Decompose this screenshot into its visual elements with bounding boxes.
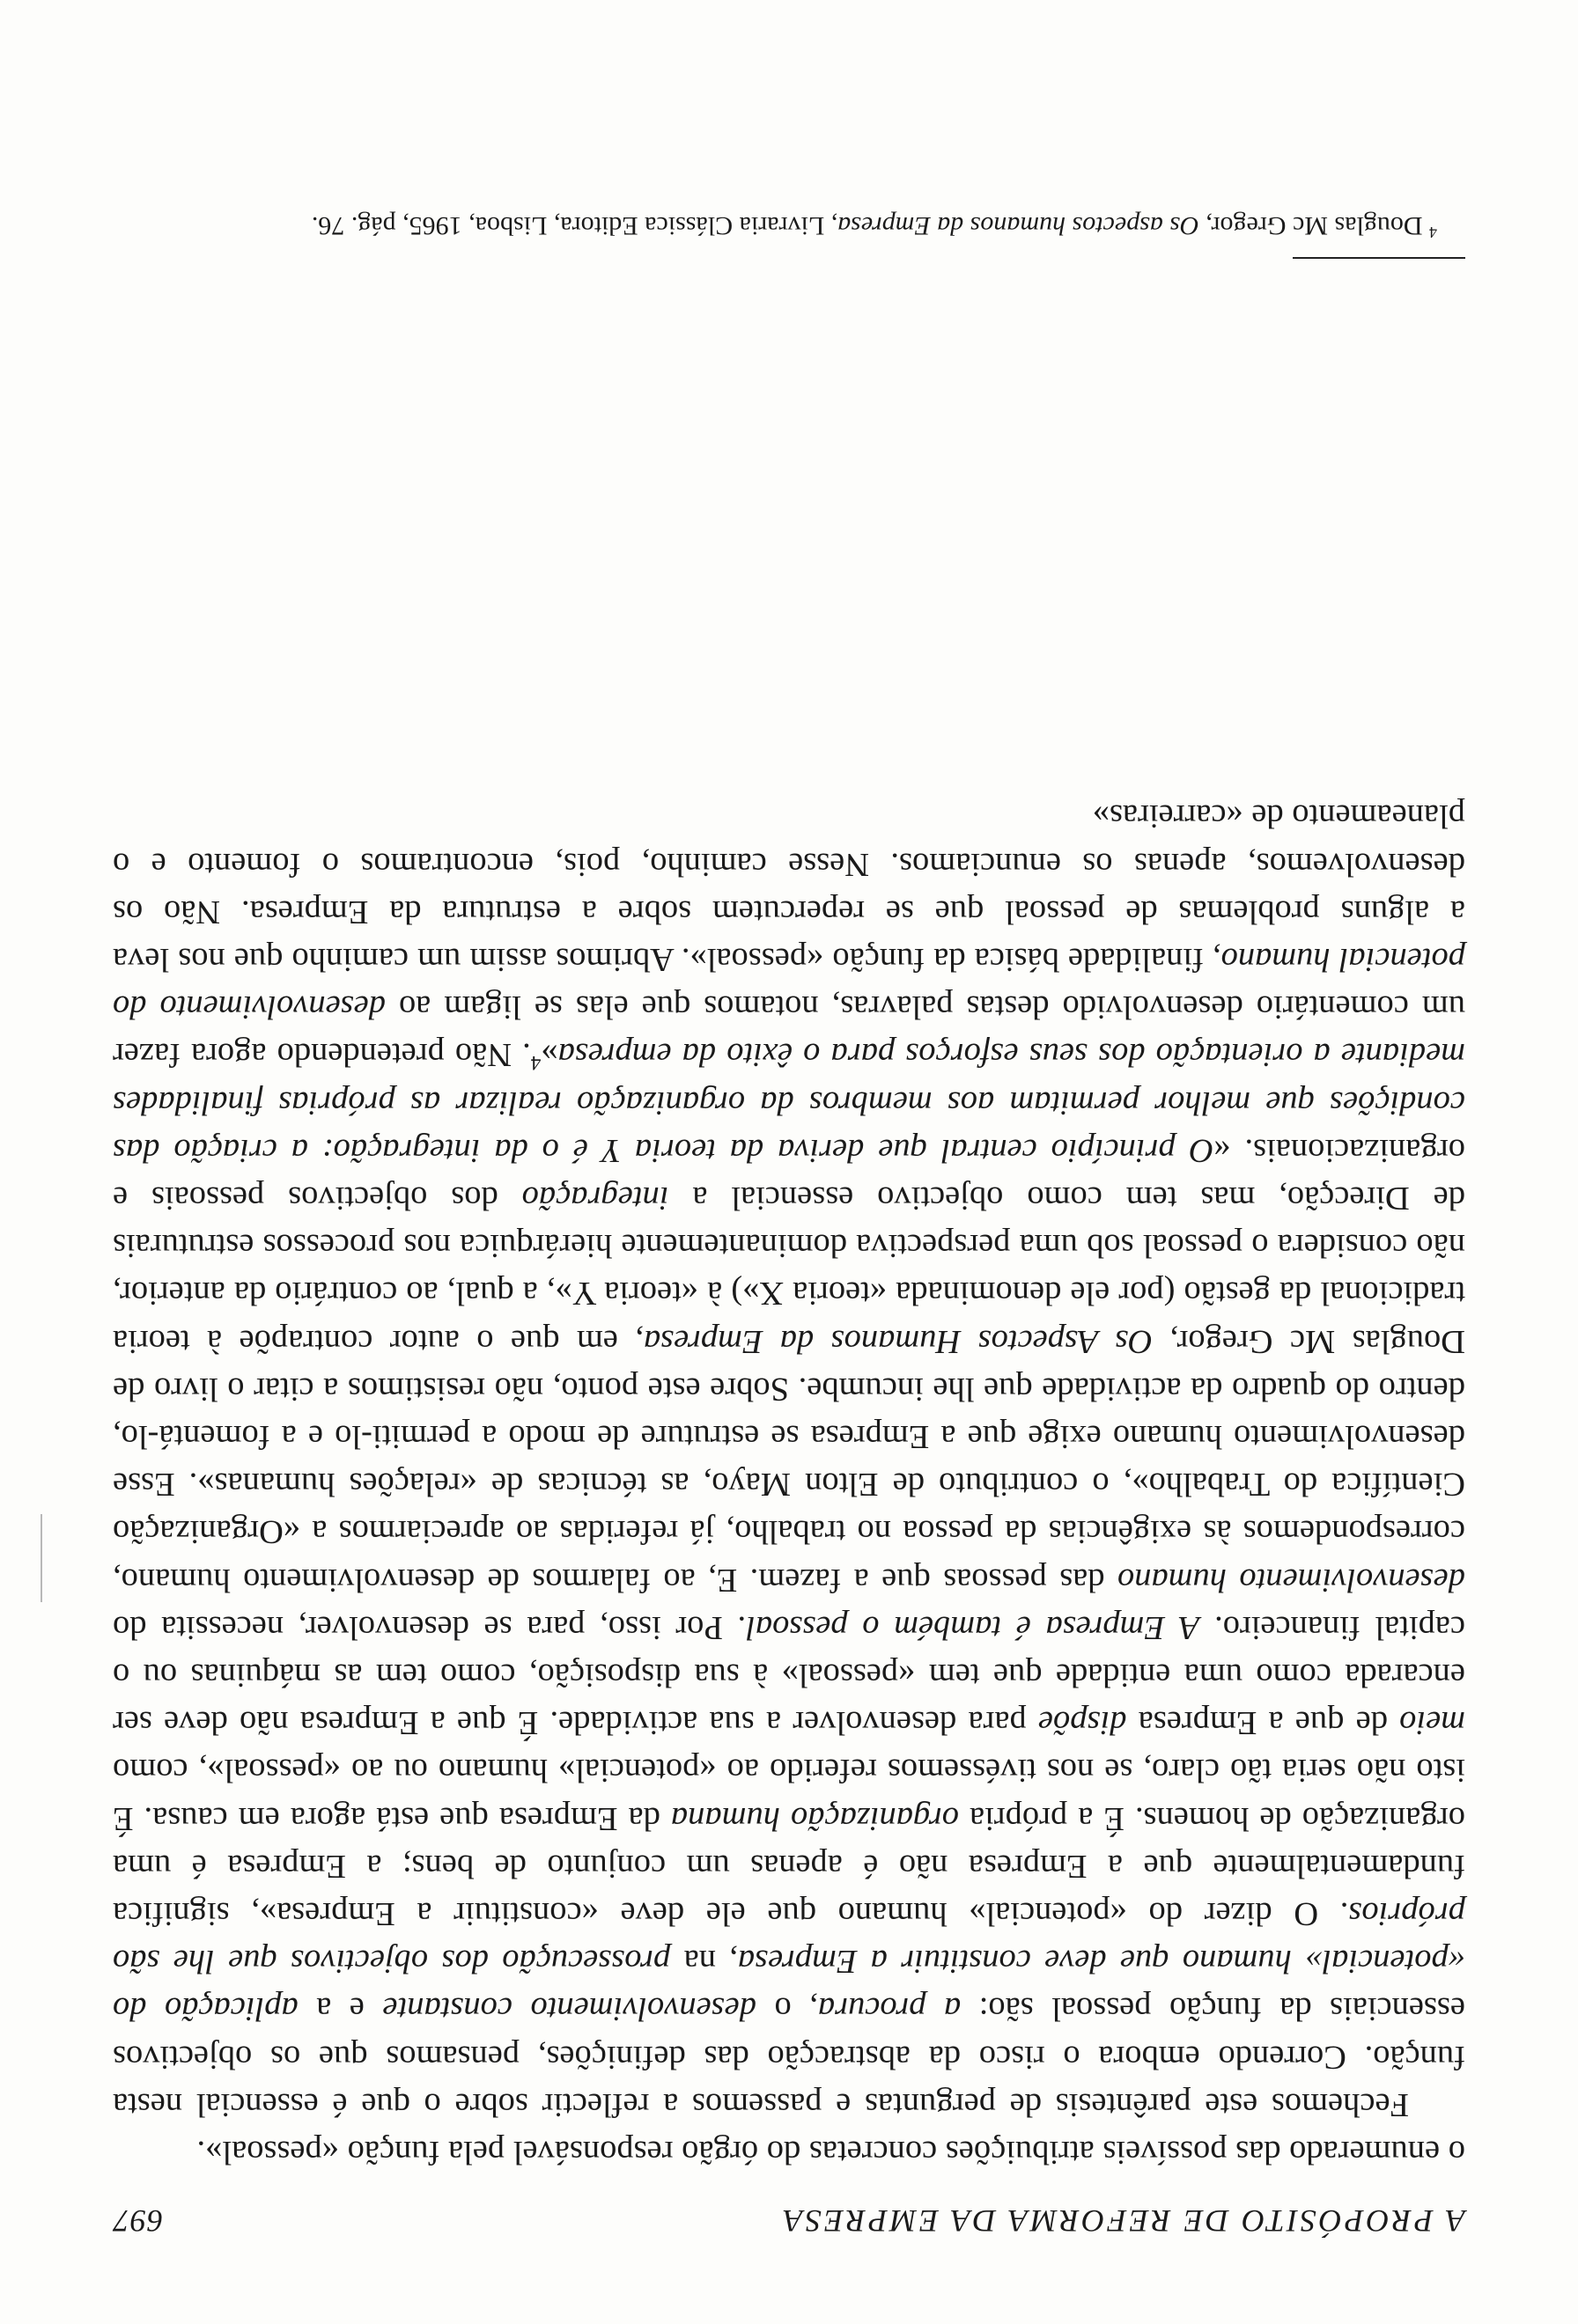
text-run: , o [756, 1990, 818, 2028]
footnote-rule [1293, 257, 1465, 259]
emphasis: desenvolvimento do potencial humano [113, 940, 1465, 1026]
text-run: . Não pretendendo agora fazer um comentário desenvolvido destas palavras, notamos que elas se ligam ao [113, 989, 1465, 1074]
text-run: de que a Empresa [1126, 1704, 1400, 1742]
body-text [113, 792, 1465, 2176]
text-run: Fechemos este parêntesis de perguntas e passemos a reflectir sobre o que é essencial nesta função. Correndo embora o risco da abstracção das definições, pensamos que os objectivos essenciais da função pessoal são: [113, 1990, 1465, 2123]
running-header [113, 2203, 1465, 2239]
emphasis: A Empresa é também o pessoal [746, 1608, 1200, 1646]
book-title: Os Aspectos Humanos da Empresa [643, 1322, 1154, 1360]
text-run: e a [298, 1990, 383, 2028]
emphasis: meio [1399, 1704, 1465, 1742]
emphasis: dispõe [1037, 1704, 1127, 1742]
text-run: para desenvolver a sua actividade. É que a Empresa não deve ser encarada como uma entidade que tem «pessoal» à sua disposição, como tem as máquinas ou o capital financeiro. [113, 1608, 1465, 1742]
emphasis: prossecução dos objectivos que lhe são próprios [113, 1894, 1465, 1981]
footnote-marker: 4 [1429, 224, 1437, 241]
footnote-author: Douglas Mc Gregor, [1198, 211, 1429, 240]
text-run: , finalidade básica da função «pessoal». Abrimos assim um caminho que nos leva a alguns problemas de pessoal que se repercutem sobre a estrutura da Empresa. Não os desenvolvemos, apenas os enunciamos. Nesse caminho, pois, encontramos o fomento e o planeamento de «carreiras» [113, 798, 1465, 978]
footnote-reference: 4 [530, 1052, 542, 1076]
text-run: , em que o autor contrapõe à teoria tradicional da gestão (por ele denominada «teoria X») à «teoria Y», a qual, ao contrário da anterior, não considera o pessoal sob uma perspectiva dominantemente hierárquica nos processos estruturais de Direcção, mas tem como objectivo essencial a [113, 1179, 1465, 1360]
quotation: O princípio central que deriva da teoria Y é o da integração: a criação das condições que melhor permitam aos membros da organização realizar as próprias finalidades mediante a orientação dos seus esforços para o êxito da empresa [113, 1036, 1465, 1169]
emphasis: a procura [817, 1990, 962, 2028]
text-run: das pessoas que a fazem. E, ao falarmos de desenvolvimento humano, correspondemos às exigências da pessoa no trabalho, já referidas ao apreciarmos a «Organização Científica do Trabalho», o contributo de Elton Mayo, as técnicas de «relações humanas». Esse desenvolvimento humano exige que a Empresa se estruture de modo a permiti-lo e a fomentá-lo, dentro do quadro da actividade que lhe incumbe. Sobre este ponto, não resistimos a citar o livro de Douglas Mc Gregor, [113, 1322, 1465, 1599]
page-number: 697 [113, 2203, 163, 2239]
text-run: . O dizer do «potencial» humano que ele deve «constituir a Empresa», significa fundamentalmente que a Empresa não é apenas um conjunto de bens; a Empresa é uma organização de homens. É a própria [113, 1799, 1465, 1932]
text-run: da Empresa que está agora em causa. É isto não seria tão claro, se nos tivéssemos referido ao «potencial» humano ou ao «pessoal», como [113, 1752, 1465, 1837]
emphasis: integração [521, 1179, 669, 1217]
text-run: » [541, 1036, 558, 1074]
footnote-citation: , Livraria Clássica Editora, Lisboa, 1965, pág. 76. [311, 211, 838, 240]
emphasis: desenvolvimento humano [1117, 1561, 1465, 1599]
text-run: . Por isso, para se desenvolver, necessita do [113, 1608, 747, 1646]
footnote [113, 206, 1465, 245]
paragraph-1: o enumerado das possíveis atribuições concretas do órgão responsável pela função «pessoal». [196, 2134, 1465, 2171]
text-run: dos objectivos pessoais e organizacionais. « [113, 1131, 1465, 1217]
footnote-title: Os aspectos humanos da Empresa [837, 211, 1199, 240]
paragraph-2 [113, 792, 1465, 2129]
margin-scan-mark [41, 1514, 42, 1602]
running-title: A PROPÓSITO DE REFORMA DA EMPRESA [780, 2203, 1465, 2239]
emphasis: desenvolvimento constante [382, 1990, 757, 2028]
text-run: , na [670, 1943, 738, 1981]
emphasis: organização humana [670, 1799, 960, 1837]
emphasis: aplicação do «potencial» humano que deve constituir a Empresa [112, 1943, 1465, 2028]
